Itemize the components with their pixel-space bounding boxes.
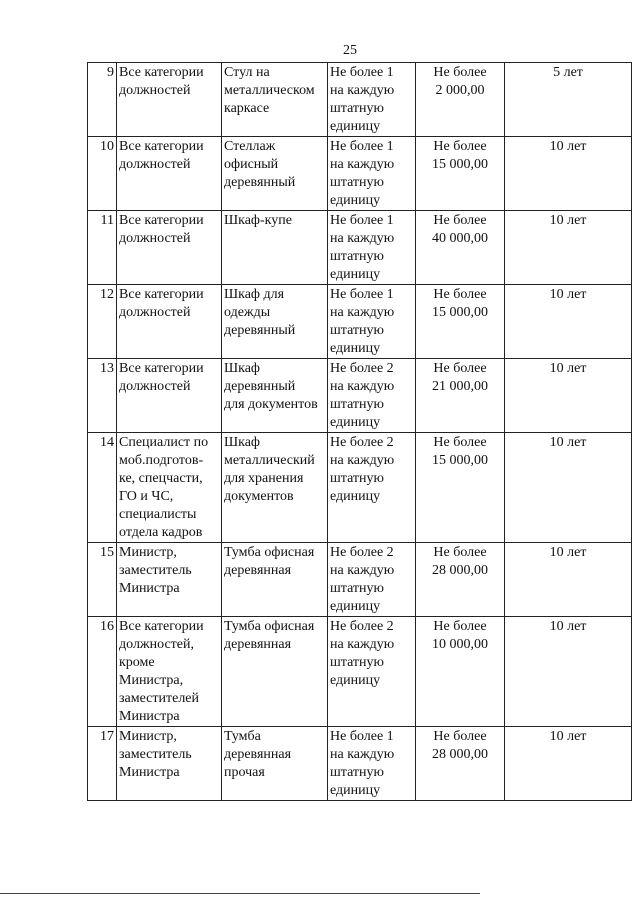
page-number: 25	[343, 43, 357, 58]
position-category: Все категории должностей	[117, 137, 222, 211]
item-name: Шкаф-купе	[222, 211, 328, 285]
quantity-norm: Не более 1 на каждую штатную единицу	[328, 285, 416, 359]
price-limit: Не более 15 000,00	[416, 137, 505, 211]
price-limit: Не более 15 000,00	[416, 433, 505, 543]
table-row	[88, 543, 632, 617]
position-category: Министр, заместитель Министра	[117, 727, 222, 801]
row-number: 12	[88, 285, 117, 359]
furniture-norms-table	[87, 62, 632, 801]
item-name: Тумба офисная деревянная	[222, 543, 328, 617]
service-term: 10 лет	[505, 359, 632, 433]
service-term: 10 лет	[505, 137, 632, 211]
item-name: Тумба офисная деревянная	[222, 617, 328, 727]
item-name: Стеллаж офисный деревянный	[222, 137, 328, 211]
price-limit: Не более 40 000,00	[416, 211, 505, 285]
item-name: Шкаф для одежды деревянный	[222, 285, 328, 359]
item-name: Шкаф металлический для хранения документов	[222, 433, 328, 543]
service-term: 10 лет	[505, 543, 632, 617]
position-category: Все категории должностей	[117, 359, 222, 433]
table-row	[88, 359, 632, 433]
service-term: 10 лет	[505, 617, 632, 727]
quantity-norm: Не более 1 на каждую штатную единицу	[328, 727, 416, 801]
row-number: 10	[88, 137, 117, 211]
row-number: 16	[88, 617, 117, 727]
quantity-norm: Не более 2 на каждую штатную единицу	[328, 433, 416, 543]
price-limit: Не более 21 000,00	[416, 359, 505, 433]
position-category: Специалист по моб.подготов- ке, спецчасти, ГО и ЧС, специалисты отдела кадров	[117, 433, 222, 543]
row-number: 14	[88, 433, 117, 543]
item-name: Шкаф деревянный для документов	[222, 359, 328, 433]
service-term: 10 лет	[505, 285, 632, 359]
table-row	[88, 285, 632, 359]
service-term: 5 лет	[505, 63, 632, 137]
price-limit: Не более 2 000,00	[416, 63, 505, 137]
price-limit: Не более 15 000,00	[416, 285, 505, 359]
row-number: 17	[88, 727, 117, 801]
quantity-norm: Не более 2 на каждую штатную единицу	[328, 359, 416, 433]
item-name: Тумба деревянная прочая	[222, 727, 328, 801]
table-row	[88, 727, 632, 801]
row-number: 13	[88, 359, 117, 433]
position-category: Все категории должностей	[117, 285, 222, 359]
quantity-norm: Не более 2 на каждую штатную единицу	[328, 543, 416, 617]
service-term: 10 лет	[505, 433, 632, 543]
table-row	[88, 617, 632, 727]
table-row	[88, 433, 632, 543]
quantity-norm: Не более 1 на каждую штатную единицу	[328, 63, 416, 137]
quantity-norm: Не более 1 на каждую штатную единицу	[328, 137, 416, 211]
quantity-norm: Не более 2 на каждую штатную единицу	[328, 617, 416, 727]
item-name: Стул на металлическом каркасе	[222, 63, 328, 137]
price-limit: Не более 28 000,00	[416, 727, 505, 801]
quantity-norm: Не более 1 на каждую штатную единицу	[328, 211, 416, 285]
position-category: Все категории должностей	[117, 211, 222, 285]
row-number: 9	[88, 63, 117, 137]
price-limit: Не более 10 000,00	[416, 617, 505, 727]
table-row	[88, 211, 632, 285]
price-limit: Не более 28 000,00	[416, 543, 505, 617]
position-category: Все категории должностей, кроме Министра, заместителей Министра	[117, 617, 222, 727]
table-row	[88, 63, 632, 137]
row-number: 15	[88, 543, 117, 617]
page-bottom-rule	[0, 893, 480, 894]
service-term: 10 лет	[505, 727, 632, 801]
row-number: 11	[88, 211, 117, 285]
service-term: 10 лет	[505, 211, 632, 285]
position-category: Министр, заместитель Министра	[117, 543, 222, 617]
table-row	[88, 137, 632, 211]
position-category: Все категории должностей	[117, 63, 222, 137]
